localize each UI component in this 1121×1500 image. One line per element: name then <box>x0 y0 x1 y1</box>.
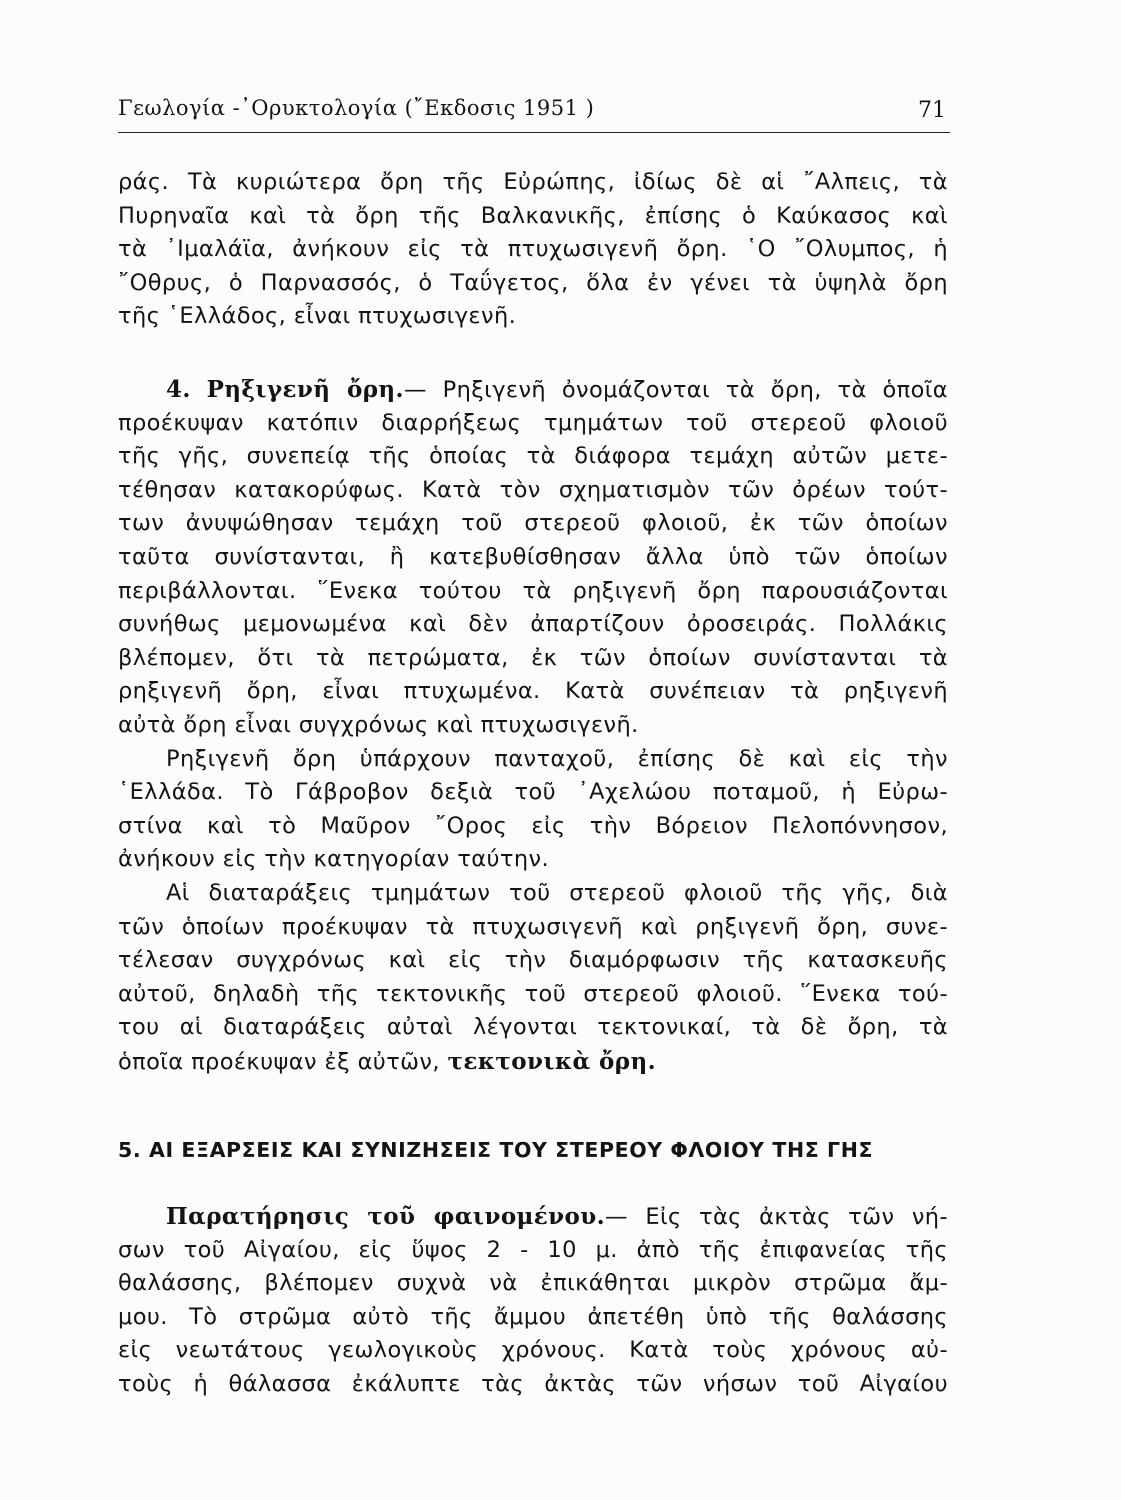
text-line: συνήθως μεμονωμένα καὶ δὲν ἀπαρτίζουν ὀροσειράς. Πολλάκις <box>118 611 948 638</box>
text-line: του αἱ διαταράξεις αὐταὶ λέγονται τεκτονικαί, τὰ δὲ ὄρη, τὰ <box>118 1014 948 1041</box>
text-line: αὐτοῦ, δηλαδὴ τῆς τεκτονικῆς τοῦ στερεοῦ φλοιοῦ. ῞Ενεκα τού- <box>118 980 948 1007</box>
text-line: αὐτὰ ὄρη εἶναι συγχρόνως καὶ πτυχωσιγενῆ. <box>118 711 639 738</box>
section-4-first-line <box>118 373 948 407</box>
text-line: Αἱ διαταράξεις τμημάτων τοῦ στερεοῦ φλοιοῦ τῆς γῆς, διὰ <box>166 879 948 906</box>
section-5-subheading: Παρατήρησις τοῦ φαινομένου. <box>166 1203 606 1230</box>
section-5-first-line <box>118 1200 948 1234</box>
text-line: προέκυψαν κατόπιν διαρρήξεως τμημάτων τοῦ στερεοῦ φλοιοῦ <box>118 409 948 436</box>
text-line: θαλάσσης, βλέπομεν συχνὰ νὰ ἐπικάθηται μικρὸν στρῶμα ἄμ- <box>118 1270 948 1297</box>
text-line: βλέπομεν, ὅτι τὰ πετρώματα, ἐκ τῶν ὁποίων συνίστανται τὰ <box>118 644 948 671</box>
text-line: εἰς νεωτάτους γεωλογικοὺς χρόνους. Κατὰ τοὺς χρόνους αὐ- <box>118 1337 948 1364</box>
text-line: ράς. Τὰ κυριώτερα ὄρη τῆς Εὐρώπης, ἰδίως δὲ αἱ ῎Αλπεις, τὰ <box>118 169 948 195</box>
text-line: τῆς γῆς, συνεπείᾳ τῆς ὁποίας τὰ διάφορα τεμάχη αὐτῶν μετε- <box>118 443 948 470</box>
text-line: σων τοῦ Αἰγαίου, εἰς ὕψος 2 - 10 μ. ἀπὸ τῆς ἐπιφανείας τῆς <box>118 1236 948 1263</box>
section-4-first-line-text: — Ρηξιγενῆ ὀνομάζονται τὰ ὄρη, τὰ ὁποῖα <box>403 377 948 403</box>
text-line: τέθησαν κατακορύφως. Κατὰ τὸν σχηματισμὸν τῶν ὀρέων τούτ- <box>118 476 948 503</box>
text-line: τὰ ᾿Ιμαλάϊα, ἀνήκουν εἰς τὰ πτυχωσιγενῆ ὄρη. ῾Ο ῎Ολυμπος, ἡ <box>118 236 948 263</box>
text-line: ῎Οθρυς, ὁ Παρνασσός, ὁ Ταΰγετος, ὅλα ἐν γένει τὰ ὑψηλὰ ὄρη <box>118 269 948 296</box>
text-line: Πυρηναῖα καὶ τὰ ὄρη τῆς Βαλκανικῆς, ἐπίσης ὁ Καύκασος καὶ <box>118 202 948 229</box>
term-tectonic-mountains: τεκτονικὰ ὄρη. <box>447 1047 657 1075</box>
header-title: Γεωλογία -᾿Ορυκτολογία (῎Εκδοσις 1951 ) <box>118 96 595 120</box>
continued-paragraph <box>118 166 948 334</box>
section-4-number: 4. <box>166 376 191 403</box>
text-line: τέλεσαν συγχρόνως καὶ εἰς τὴν διαμόρφωσιν τῆς κατασκευῆς <box>118 947 948 974</box>
text-line: τοὺς ἡ θάλασσα ἐκάλυπτε τὰς ἀκτὰς τῶν νήσων τοῦ Αἰγαίου <box>118 1370 948 1397</box>
para3-last-text: ὁποῖα προέκυψαν ἐξ αὐτῶν, <box>118 1048 440 1075</box>
section-4-heading: Ρηξιγενῆ ὄρη. <box>206 376 404 403</box>
section-5-first-line-text: — Εἰς τὰς ἀκτὰς τῶν νή- <box>605 1204 948 1230</box>
text-line: μου. Τὸ στρῶμα αὐτὸ τῆς ἄμμου ἀπετέθη ὑπὸ τῆς θαλάσσης <box>118 1303 948 1330</box>
section-4 <box>118 373 948 1078</box>
text-line: περιβάλλονται. ῞Ενεκα τούτου τὰ ρηξιγενῆ ὄρη παρουσιάζονται <box>118 577 948 604</box>
page-number: 71 <box>918 98 946 123</box>
text-line: τῆς ῾Ελλάδος, εἶναι πτυχωσιγενῆ. <box>118 303 517 330</box>
text-line: τῶν ὁποίων προέκυψαν τὰ πτυχωσιγενῆ καὶ ρηξιγενῆ ὄρη, συνε- <box>118 913 948 940</box>
text-line <box>118 1045 948 1079</box>
text-line: ταῦτα συνίστανται, ἢ κατεβυθίσθησαν ἄλλα ὑπὸ τῶν ὁποίων <box>118 543 948 570</box>
section-5 <box>118 1200 948 1402</box>
text-line: ῾Ελλάδα. Τὸ Γάβροβον δεξιὰ τοῦ ᾿Αχελώου ποταμοῦ, ἡ Εὐρω- <box>118 779 948 806</box>
section-5-heading: 5. ΑΙ ΕΞΑΡΣΕΙΣ ΚΑΙ ΣΥΝΙΖΗΣΕΙΣ ΤΟΥ ΣΤΕΡΕΟΥ ΦΛΟΙΟΥ ΤΗΣ ΓΗΣ <box>118 1138 874 1162</box>
text-line: ρηξιγενῆ ὄρη, εἶναι πτυχωμένα. Κατὰ συνέπειαν τὰ ρηξιγενῆ <box>118 678 948 705</box>
text-line: Ρηξιγενῆ ὄρη ὑπάρχουν πανταχοῦ, ἐπίσης δὲ καὶ εἰς τὴν <box>166 745 948 772</box>
text-line: των ἀνυψώθησαν τεμάχη τοῦ στερεοῦ φλοιοῦ, ἐκ τῶν ὁποίων <box>118 510 948 537</box>
text-line: ἀνήκουν εἰς τὴν κατηγορίαν ταύτην. <box>118 846 550 873</box>
text-line: στίνα καὶ τὸ Μαῦρον ῎Ορος εἰς τὴν Βόρειον Πελοπόννησον, <box>118 812 948 839</box>
running-header <box>118 92 950 133</box>
